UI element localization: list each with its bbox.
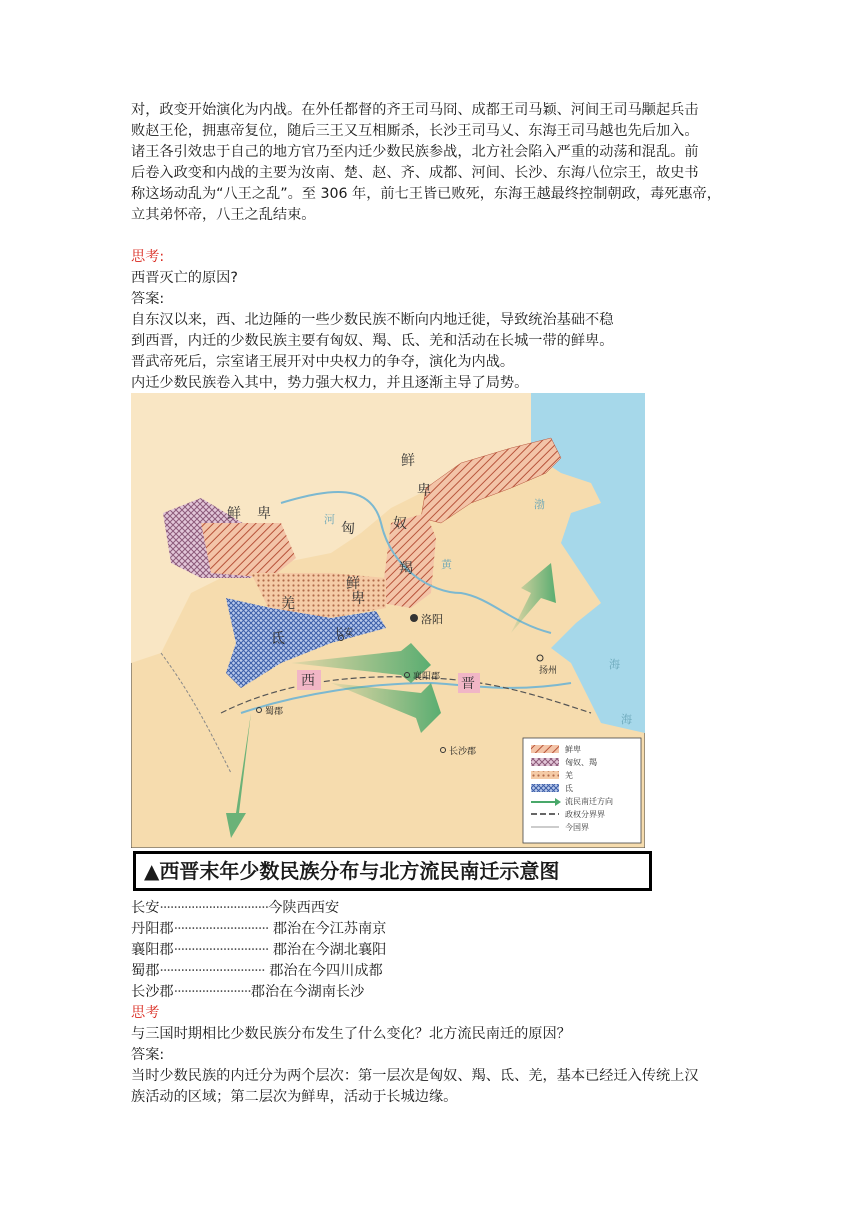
city-label: 扬州 [539, 666, 558, 676]
legend-label: 流民南迁方向 [565, 797, 613, 806]
leader-dots: ······························ [159, 963, 265, 979]
think-question: 与三国时期相比少数民族分布发生了什么变化？北方流民南迁的原因？ [131, 1026, 571, 1042]
tribe-label: 鲜 [227, 506, 241, 522]
city-label: 洛阳 [421, 613, 443, 626]
leader-dots: ······················ [173, 984, 251, 1000]
legend-label: 今国界 [565, 823, 589, 832]
tribe-label: 卑 [417, 483, 431, 499]
answer-label: 答案: [131, 1047, 165, 1063]
city-label: 长安 [335, 628, 354, 638]
historical-map [131, 393, 645, 848]
map-svg [131, 393, 645, 848]
legend-label: 鲜卑 [565, 745, 581, 754]
answer-line: 到西晋，内迁的少数民族主要有匈奴、羯、氐、羌和活动在长城一带的鲜卑。 [131, 333, 614, 349]
answer-line: 内迁少数民族卷入其中，势力强大权力，并且逐渐主导了局势。 [131, 375, 529, 391]
city-label: 蜀郡 [265, 707, 284, 717]
tribe-label: 鲜 [346, 576, 360, 592]
place-desc: 郡治在今湖北襄阳 [268, 942, 387, 958]
tribe-label: 氐 [271, 631, 285, 647]
place-desc: 郡治在今江苏南京 [268, 921, 387, 937]
map-legend [523, 738, 641, 843]
place-name: 长安 [131, 900, 160, 916]
think-label: 思考: [131, 249, 165, 265]
paragraph-line: 称这场动乱为“八王之乱”。至 306 年，前七王皆已败死，东海王越最终控制朝政，毒死惠帝， [131, 186, 721, 202]
paragraph-line: 立其弟怀帝，八王之乱结束。 [131, 207, 316, 223]
think-question: 西晋灭亡的原因? [131, 270, 238, 286]
paragraph-line: 败赵王伦，拥惠帝复位，随后三王又互相厮杀，长沙王司马乂、东海王司马越也先后加入。 [131, 123, 699, 139]
paragraph-line: 诸王各引效忠于自己的地方官乃至内迁少数民族参战，北方社会陷入严重的动荡和混乱。前 [131, 144, 699, 160]
tribe-label: 卑 [257, 506, 271, 522]
leader-dots: ··························· [173, 921, 269, 937]
sea-label: 渤 [534, 498, 545, 511]
tribe-label: 羯 [399, 561, 413, 577]
legend-label: 羌 [565, 771, 573, 780]
tribe-label: 鲜 [401, 453, 415, 469]
region-label: 晋 [461, 676, 475, 692]
place-row [131, 919, 741, 940]
paragraph-line: 后卷入政变和内战的主要为汝南、楚、赵、齐、成都、河间、长沙、东海八位宗王，故史书 [131, 165, 699, 181]
place-row [131, 961, 741, 982]
map-caption: ▲西晋末年少数民族分布与北方流民南迁示意图 [133, 851, 652, 891]
place-desc: 郡治在今四川成都 [264, 963, 383, 979]
legend-label: 氐 [565, 784, 573, 793]
tribe-label: 卑 [351, 591, 365, 607]
sea-label: 海 [621, 713, 632, 726]
place-desc: 今陕西西安 [268, 900, 340, 916]
place-name: 蜀郡 [131, 963, 160, 979]
answer-line: 族活动的区域；第二层次为鲜卑，活动于长城边缘。 [131, 1089, 458, 1105]
answer-label: 答案: [131, 291, 165, 307]
place-row [131, 982, 741, 1003]
place-desc: 郡治在今湖南长沙 [250, 984, 365, 1000]
city-label: 长沙郡 [449, 747, 477, 757]
legend-label: 政权分界界 [565, 810, 605, 819]
document-body [131, 100, 731, 394]
answer-line: 自东汉以来，西、北边陲的一些少数民族不断向内地迁徙，导致统治基础不稳 [131, 312, 614, 328]
sea-label: 海 [609, 658, 620, 671]
city-label: 襄阳郡 [413, 672, 441, 682]
tribe-label: 羌 [281, 596, 295, 612]
place-row [131, 940, 741, 961]
place-name: 襄阳郡 [131, 942, 174, 958]
legend-label: 匈奴、羯 [565, 758, 597, 767]
leader-dots: ··························· [173, 942, 269, 958]
river-label: 黄 [441, 558, 452, 571]
answer-line: 当时少数民族的内迁分为两个层次：第一层次是匈奴、羯、氐、羌，基本已经迁入传统上汉 [131, 1068, 699, 1084]
place-row [131, 898, 741, 919]
tribe-label: 奴 [393, 516, 407, 532]
river-label: 河 [324, 513, 335, 526]
think-label: 思考 [131, 1005, 160, 1021]
document-body-lower [131, 898, 741, 1108]
place-name: 丹阳郡 [131, 921, 174, 937]
region-label: 西 [301, 673, 315, 689]
answer-line: 晋武帝死后，宗室诸王展开对中央权力的争夺，演化为内战。 [131, 354, 515, 370]
tribe-label: 匈 [341, 521, 355, 537]
leader-dots: ······························· [159, 900, 269, 916]
place-name: 长沙郡 [131, 984, 174, 1000]
paragraph-line: 对，政变开始演化为内战。在外任都督的齐王司马冏、成都王司马颖、河间王司马颙起兵击 [131, 102, 699, 118]
